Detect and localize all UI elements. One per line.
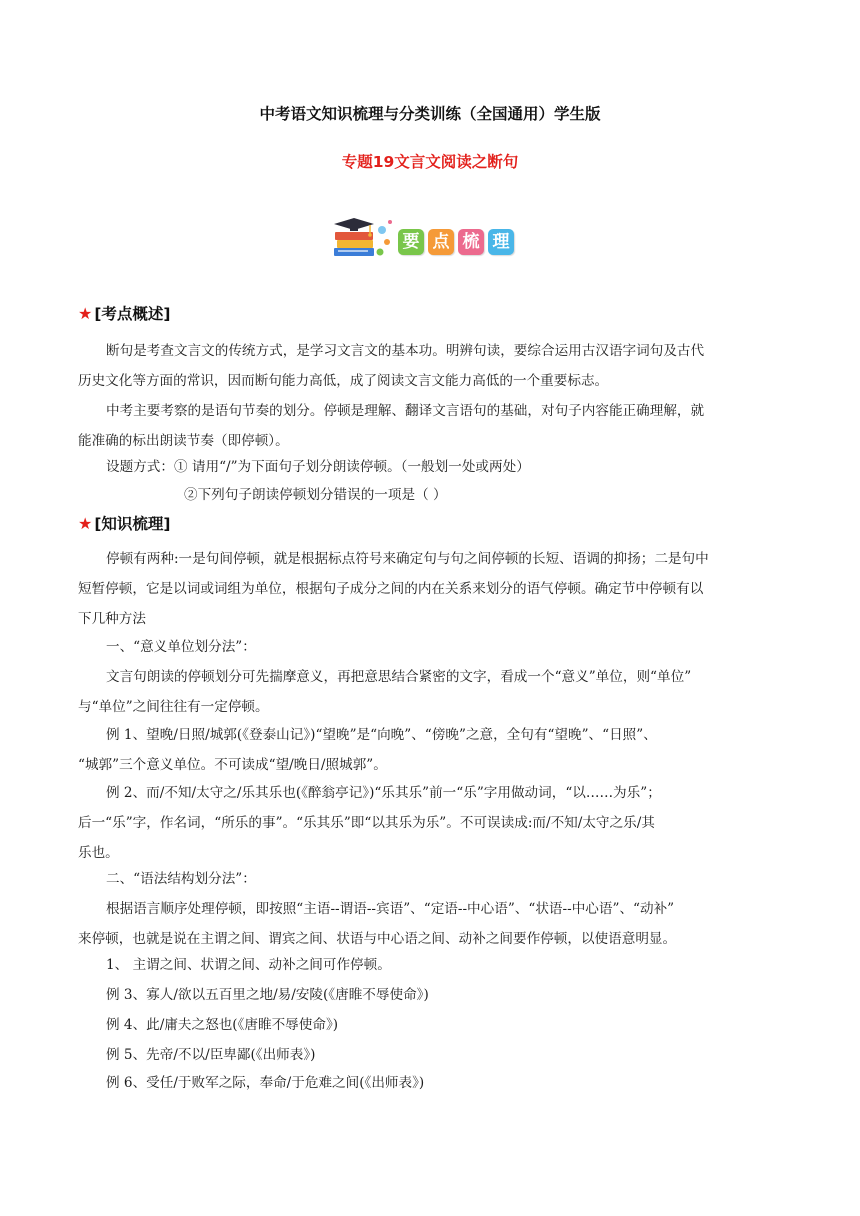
text-line: 中考主要考察的是语句节奏的划分。停顿是理解、翻译文言语句的基础，对句子内容能正确理解，就 (106, 403, 705, 419)
star-icon: ★ (78, 304, 93, 323)
text-line: 能准确的标出朗读节奏（即停顿）。 (78, 433, 289, 449)
example-2 (78, 778, 784, 868)
text-line: 例 4、此/庸夫之怒也(《唐睢不辱使命》) (106, 1017, 339, 1033)
example-4 (78, 1010, 784, 1040)
text-line: 来停顿，也就是说在主谓之间、谓宾之间、状语与中心语之间、动补之间要作停顿，以使语意明显。 (78, 931, 677, 947)
text-line: 例 1、望晚/日照/城郭(《登泰山记》)“望晚”是“向晚”、“傍晚”之意，全句有“望晚”、“日照”、 (106, 727, 657, 743)
text-line: 后一“乐”字，作名词，“所乐的事”。“乐其乐”即“以其乐为乐”。不可误读成:而/不知/太守之乐/其 (78, 815, 655, 831)
key-points-banner (330, 212, 530, 262)
text-line: 断句是考查文言文的传统方式，是学习文言文的基本功。明辨句读，要综合运用古汉语字词句及古代 (106, 343, 705, 359)
section-heading-overview (78, 302, 171, 324)
text-line: “城郭”三个意义单位。不可读成“望/晚日/照城郭”。 (78, 757, 387, 773)
text-line: 例 3、寡人/欲以五百里之地/易/安陵(《唐睢不辱使命》) (106, 987, 429, 1003)
text-line: 例 6、受任/于败军之际，奉命/于危难之间(《出师表》) (106, 1075, 425, 1091)
text-line: 下几种方法 (78, 611, 146, 627)
text-line: 乐也。 (78, 845, 119, 861)
books-graduation-cap-icon (330, 214, 396, 260)
banner-tile-1: 要 (398, 229, 424, 255)
section-heading-knowledge (78, 512, 171, 534)
method-1-title (78, 632, 784, 662)
text-line: 设题方式：① 请用“/”为下面句子划分朗读停顿。（一般划一处或两处） (106, 459, 530, 475)
example-3 (78, 980, 784, 1010)
overview-paragraph-1 (78, 336, 784, 396)
text-line: 一、“意义单位划分法”： (106, 639, 256, 655)
text-line: 二、“语法结构划分法”： (106, 871, 256, 887)
text-line: 历史文化等方面的常识，因而断句能力高低，成了阅读文言文能力高低的一个重要标志。 (78, 373, 609, 389)
method-2-title (78, 864, 784, 894)
section-heading-text: [考点概述] (94, 305, 171, 323)
topic-subtitle: 专题19文言文阅读之断句 (341, 153, 519, 171)
text-line: 1、 主谓之间、状谓之间、动补之间可作停顿。 (106, 957, 391, 973)
banner-tile-2: 点 (428, 229, 454, 255)
banner-tile-4: 理 (488, 229, 514, 255)
text-line: 停顿有两种:一是句间停顿，就是根据标点符号来确定句与句之间停顿的长短、语调的抑扬；二是句中 (106, 551, 709, 567)
method-2-description (78, 894, 784, 954)
document-title: 中考语文知识梳理与分类训练（全国通用）学生版 (259, 105, 601, 123)
knowledge-intro (78, 544, 784, 634)
text-line: 根据语言顺序处理停顿，即按照“主语--谓语--宾语”、“定语--中心语”、“状语--中心语”、“动补” (106, 901, 675, 917)
rule-1 (78, 950, 784, 980)
text-line: 例 2、而/不知/太守之/乐其乐也(《醉翁亭记》)“乐其乐”前一“乐”字用做动词，“以……为乐”； (106, 785, 661, 801)
question-format-line-2 (78, 480, 784, 510)
text-line: 短暂停顿，它是以词或词组为单位，根据句子成分之间的内在关系来划分的语气停顿。确定节中停顿有以 (78, 581, 704, 597)
overview-paragraph-2 (78, 396, 784, 456)
banner-tile-3: 梳 (458, 229, 484, 255)
example-1 (78, 720, 784, 780)
example-5 (78, 1040, 784, 1070)
star-icon: ★ (78, 514, 93, 533)
example-6 (78, 1068, 784, 1098)
text-line: ②下列句子朗读停顿划分错误的一项是（ ） (184, 487, 447, 503)
text-line: 与“单位”之间往往有一定停顿。 (78, 699, 269, 715)
question-format-line-1 (78, 452, 784, 482)
text-line: 文言句朗读的停顿划分可先揣摩意义，再把意思结合紧密的文字，看成一个“意义”单位，则“单位” (106, 669, 692, 685)
method-1-description (78, 662, 784, 722)
section-heading-text: [知识梳理] (94, 515, 171, 533)
text-line: 例 5、先帝/不以/臣卑鄙(《出师表》) (106, 1047, 316, 1063)
